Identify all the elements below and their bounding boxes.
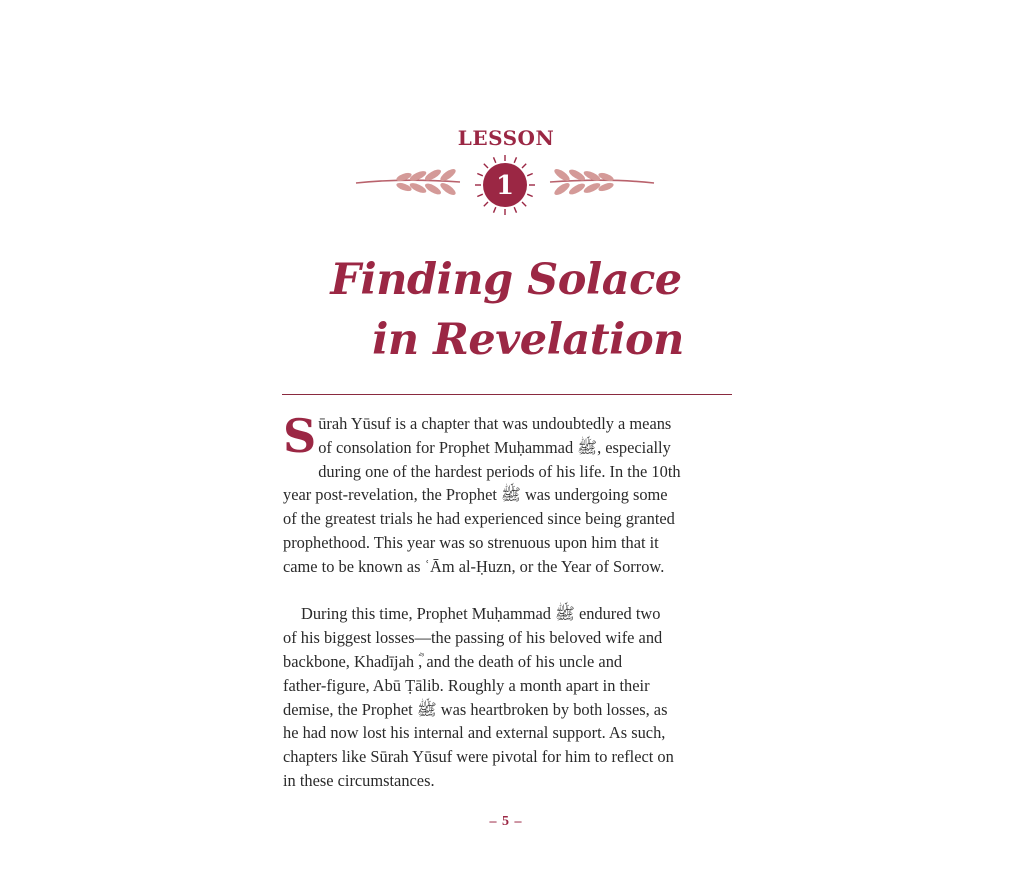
chapter-title-line-2: in Revelation: [372, 315, 684, 365]
text-line: of the greatest trials he had experienced since being granted: [283, 509, 675, 529]
drop-cap: S: [283, 409, 317, 463]
title-divider: [282, 394, 732, 395]
text-line: During this time, Prophet Muḥammad ﷺ endured two: [301, 604, 661, 624]
paragraph-1: [283, 409, 733, 579]
paragraph-2: [283, 602, 733, 792]
text-line: during one of the hardest periods of his life. In the 10th: [318, 461, 681, 481]
text-line: father-figure, Abū Ṭālib. Roughly a month apart in their: [283, 675, 650, 695]
text-line: ūrah Yūsuf is a chapter that was undoubtedly a means: [318, 414, 672, 433]
page-number: – 5 –: [489, 814, 523, 829]
lesson-number: 1: [495, 171, 515, 201]
lesson-label: LESSON: [457, 126, 555, 150]
text-line: chapters like Sūrah Yūsuf were pivotal for him to reflect on: [283, 747, 674, 767]
text-line: demise, the Prophet ﷺ was heartbroken by both losses, as: [283, 699, 668, 719]
chapter-title-line-1: Finding Solace: [330, 255, 682, 305]
text-line: prophethood. This year was so strenuous upon him that it: [283, 532, 659, 552]
text-line: in these circumstances.: [283, 770, 435, 790]
text-line: came to be known as ʿĀm al-Ḥuzn, or the Year of Sorrow.: [283, 556, 665, 576]
lesson-ornament-icon: [352, 152, 658, 218]
text-line: backbone, Khadījah ؓ, and the death of his uncle and: [283, 651, 623, 671]
text-line: he had now lost his internal and external support. As such,: [283, 723, 666, 743]
text-line: of his biggest losses—the passing of his beloved wife and: [283, 628, 663, 648]
text-line: of consolation for Prophet Muḥammad ﷺ, especially: [318, 437, 671, 457]
body-text: [283, 409, 733, 793]
text-line: year post-revelation, the Prophet ﷺ was undergoing some: [283, 485, 668, 505]
chapter-title: [0, 250, 1012, 370]
